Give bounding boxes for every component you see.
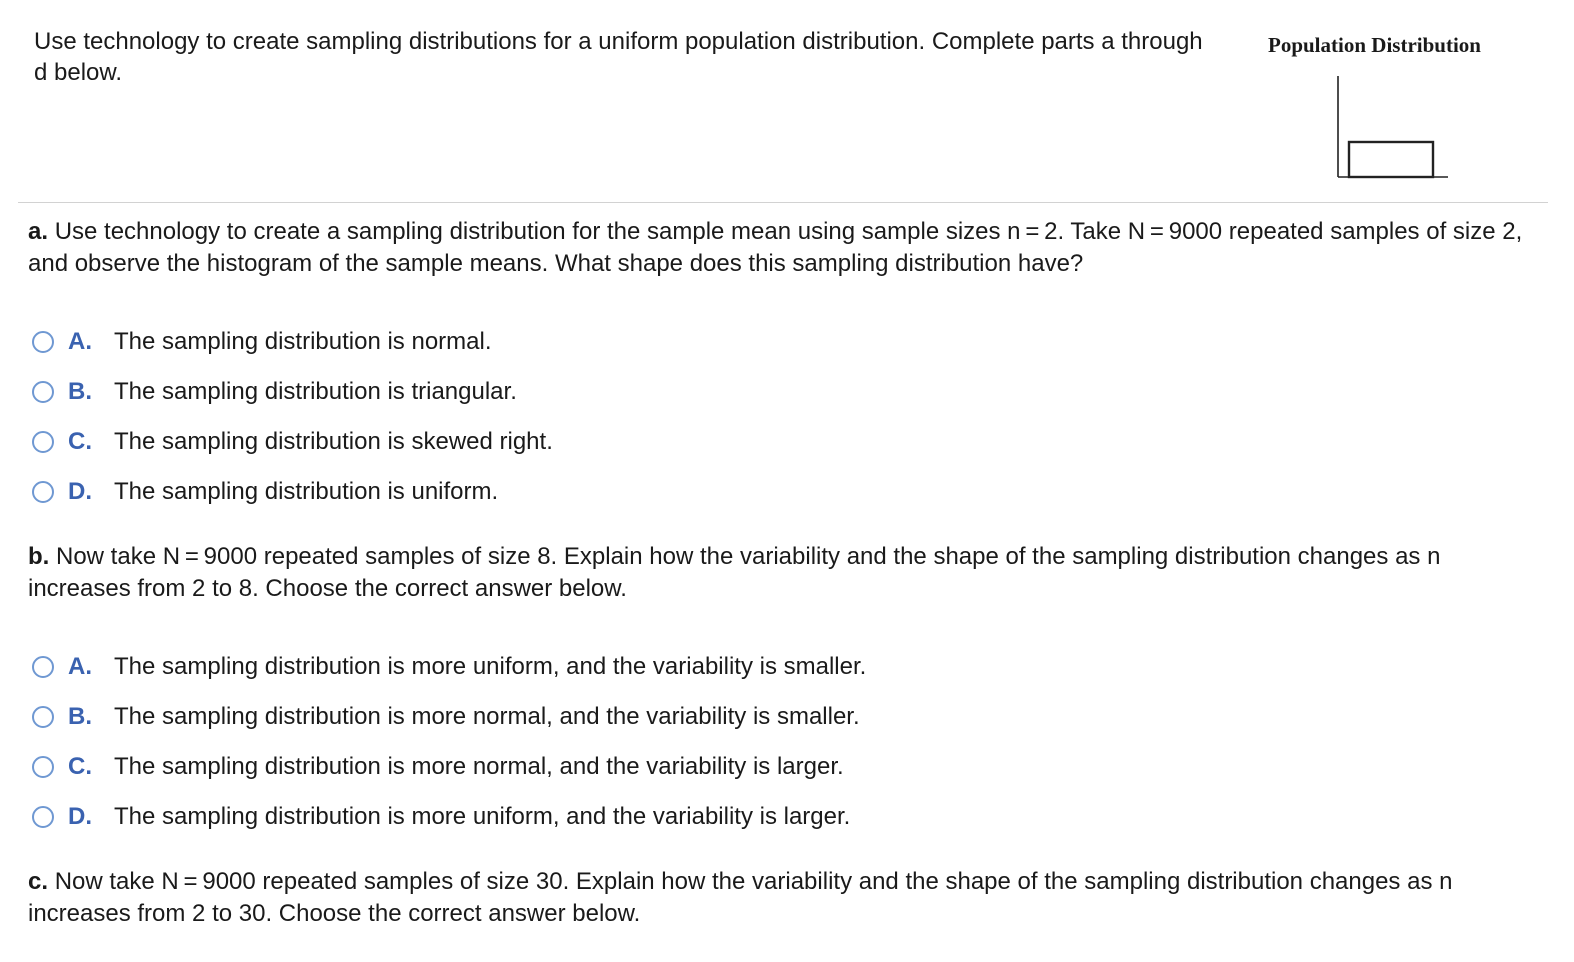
option-letter: D. (68, 803, 92, 830)
part-b-option-d[interactable] (32, 792, 866, 842)
part-b-label: b. (28, 543, 50, 570)
radio-button[interactable] (32, 431, 54, 453)
part-a-label: a. (28, 218, 49, 245)
part-a-option-c[interactable] (32, 417, 553, 467)
radio-button[interactable] (32, 706, 54, 728)
part-a-options (32, 317, 553, 517)
option-letter: A. (68, 653, 92, 680)
part-a-option-d[interactable] (32, 467, 553, 517)
part-a-question-text: Use technology to create a sampling distribution for the sample mean using sample sizes n = 2. Take N = 9000 repeated samples of size 2, and observe the histogram of the sample means. What shape does this sampling distribution have? (28, 218, 1523, 277)
population-distribution-graph (1330, 76, 1454, 180)
option-text: The sampling distribution is more uniform, and the variability is larger. (114, 803, 851, 830)
radio-button[interactable] (32, 806, 54, 828)
option-text: The sampling distribution is more normal, and the variability is smaller. (114, 703, 860, 730)
option-text: The sampling distribution is normal. (114, 328, 492, 355)
option-letter: D. (68, 478, 92, 505)
option-letter: B. (68, 378, 92, 405)
option-text: The sampling distribution is triangular. (114, 378, 517, 405)
option-letter: C. (68, 428, 92, 455)
part-c-label: c. (28, 868, 49, 895)
option-text: The sampling distribution is more uniform, and the variability is smaller. (114, 653, 867, 680)
radio-button[interactable] (32, 381, 54, 403)
part-b-question (28, 541, 1543, 605)
option-text: The sampling distribution is more normal, and the variability is larger. (114, 753, 844, 780)
option-letter: A. (68, 328, 92, 355)
part-a-question (28, 216, 1543, 280)
uniform-bar (1349, 142, 1433, 177)
part-b-question-text: Now take N = 9000 repeated samples of size 8. Explain how the variability and the shape of the sampling distribution changes as n increases from 2 to 8. Choose the correct answer below. (28, 543, 1441, 602)
part-b-options (32, 642, 866, 842)
divider (18, 202, 1548, 203)
radio-button[interactable] (32, 481, 54, 503)
instructions-text: Use technology to create sampling distributions for a uniform population distribution. Complete parts a through d below. (34, 28, 1203, 86)
radio-button[interactable] (32, 331, 54, 353)
part-c-question-text: Now take N = 9000 repeated samples of size 30. Explain how the variability and the shape of the sampling distribution changes as n increases from 2 to 30. Choose the correct answer below. (28, 868, 1453, 927)
option-letter: C. (68, 753, 92, 780)
option-letter: B. (68, 703, 92, 730)
part-b-option-a[interactable] (32, 642, 866, 692)
part-a-option-a[interactable] (32, 317, 553, 367)
part-a-option-b[interactable] (32, 367, 553, 417)
part-b-option-b[interactable] (32, 692, 866, 742)
part-b-option-c[interactable] (32, 742, 866, 792)
radio-button[interactable] (32, 656, 54, 678)
radio-button[interactable] (32, 756, 54, 778)
option-text: The sampling distribution is uniform. (114, 478, 499, 505)
part-c-question (28, 866, 1543, 930)
population-distribution-title: Population Distribution (1268, 33, 1481, 57)
option-text: The sampling distribution is skewed right. (114, 428, 553, 455)
